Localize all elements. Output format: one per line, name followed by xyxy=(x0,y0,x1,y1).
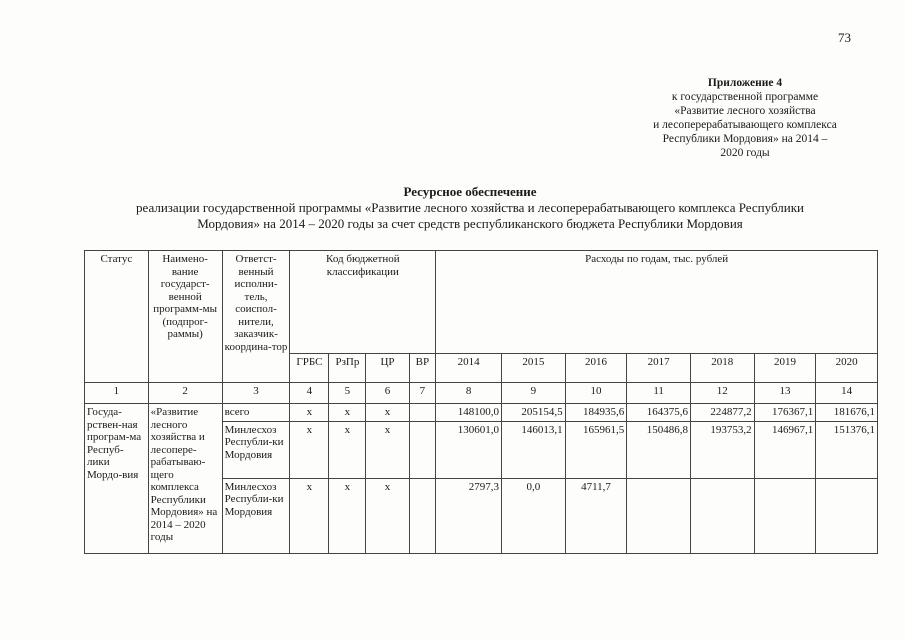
header-code-grbs: ГРБС xyxy=(290,354,329,383)
document-title: Ресурсное обеспечение xyxy=(403,184,537,199)
column-number-row xyxy=(85,383,878,404)
table-row xyxy=(85,404,878,422)
code-cell: х xyxy=(329,404,366,422)
value-cell: 193753,2 xyxy=(690,421,754,478)
header-budget-code: Код бюджетной классификации xyxy=(290,251,436,354)
header-year: 2018 xyxy=(690,354,754,383)
executor-cell: всего xyxy=(222,404,290,422)
value-cell: 164375,6 xyxy=(627,404,691,422)
value-cell: 184935,6 xyxy=(565,404,627,422)
column-number: 5 xyxy=(329,383,366,404)
document-subtitle-line: реализации государственной программы «Развитие лесного хозяйства и лесоперерабатывающего комплекса Республики xyxy=(136,200,804,215)
header-year: 2020 xyxy=(816,354,878,383)
header-expenses: Расходы по годам, тыс. рублей xyxy=(436,251,878,354)
value-cell: 224877,2 xyxy=(690,404,754,422)
value-cell: 176367,1 xyxy=(754,404,816,422)
column-number: 11 xyxy=(627,383,691,404)
column-number: 10 xyxy=(565,383,627,404)
header-status: Статус xyxy=(85,251,149,383)
page-number: 73 xyxy=(838,30,851,45)
header-row xyxy=(85,251,878,354)
executor-cell: Минлесхоз Республи-ки Мордовия xyxy=(222,421,290,478)
code-cell: х xyxy=(290,404,329,422)
header-year: 2016 xyxy=(565,354,627,383)
appendix-line: «Развитие лесного хозяйства xyxy=(674,105,816,117)
header-year: 2015 xyxy=(502,354,566,383)
document-subtitle-line: Мордовия» на 2014 – 2020 годы за счет средств республиканского бюджета Республики Мордовия xyxy=(197,216,743,231)
code-cell: х xyxy=(366,421,409,478)
value-cell: 205154,5 xyxy=(502,404,566,422)
value-cell: 130601,0 xyxy=(436,421,502,478)
resources-table xyxy=(84,250,878,554)
value-cell xyxy=(816,478,878,553)
value-cell xyxy=(690,478,754,553)
document-heading xyxy=(90,184,850,232)
column-number: 2 xyxy=(148,383,222,404)
appendix-line: 2020 годы xyxy=(720,147,770,159)
code-cell xyxy=(409,421,436,478)
value-cell xyxy=(627,478,691,553)
header-executor: Ответст-венный исполни-тель, соиспол-нители, заказчик-координа-тор xyxy=(222,251,290,383)
appendix-line: Республики Мордовия» на 2014 – xyxy=(662,133,828,145)
value-cell: 181676,1 xyxy=(816,404,878,422)
value-cell: 146013,1 xyxy=(502,421,566,478)
header-year: 2014 xyxy=(436,354,502,383)
column-number: 8 xyxy=(436,383,502,404)
appendix-line: и лесоперерабатывающего комплекса xyxy=(653,119,837,131)
column-number: 1 xyxy=(85,383,149,404)
value-cell: 150486,8 xyxy=(627,421,691,478)
status-cell: Госуда-рствен-ная програм-ма Респуб-лики Мордо-вия xyxy=(85,404,149,554)
column-number: 12 xyxy=(690,383,754,404)
header-year: 2017 xyxy=(627,354,691,383)
column-number: 3 xyxy=(222,383,290,404)
code-cell: х xyxy=(290,421,329,478)
appendix-title: Приложение 4 xyxy=(707,77,783,89)
value-cell xyxy=(754,478,816,553)
value-cell: 146967,1 xyxy=(754,421,816,478)
appendix-line: к государственной программе xyxy=(671,91,819,103)
appendix-block xyxy=(610,76,880,160)
code-cell: х xyxy=(290,478,329,553)
value-cell: 151376,1 xyxy=(816,421,878,478)
header-program-name: Наимено-вание государст-венной программ-мы (подпрог-раммы) xyxy=(148,251,222,383)
value-cell: 4711,7 xyxy=(565,478,627,553)
column-number: 14 xyxy=(816,383,878,404)
value-cell: 165961,5 xyxy=(565,421,627,478)
column-number: 9 xyxy=(502,383,566,404)
code-cell: х xyxy=(366,404,409,422)
column-number: 13 xyxy=(754,383,816,404)
header-code-cr: ЦР xyxy=(366,354,409,383)
code-cell xyxy=(409,478,436,553)
value-cell: 148100,0 xyxy=(436,404,502,422)
value-cell: 2797,3 xyxy=(436,478,502,553)
code-cell: х xyxy=(329,421,366,478)
column-number: 4 xyxy=(290,383,329,404)
value-cell: 0,0 xyxy=(502,478,566,553)
code-cell xyxy=(409,404,436,422)
program-name-cell: «Развитие лесного хозяйства и лесопере-рабатываю-щего комплекса Республики Мордовия» на 2014 – 2020 годы xyxy=(148,404,222,554)
header-code-rzpr: РзПр xyxy=(329,354,366,383)
header-code-vr: ВР xyxy=(409,354,436,383)
code-cell: х xyxy=(366,478,409,553)
column-number: 6 xyxy=(366,383,409,404)
code-cell: х xyxy=(329,478,366,553)
executor-cell: Минлесхоз Республи-ки Мордовия xyxy=(222,478,290,553)
column-number: 7 xyxy=(409,383,436,404)
header-year: 2019 xyxy=(754,354,816,383)
